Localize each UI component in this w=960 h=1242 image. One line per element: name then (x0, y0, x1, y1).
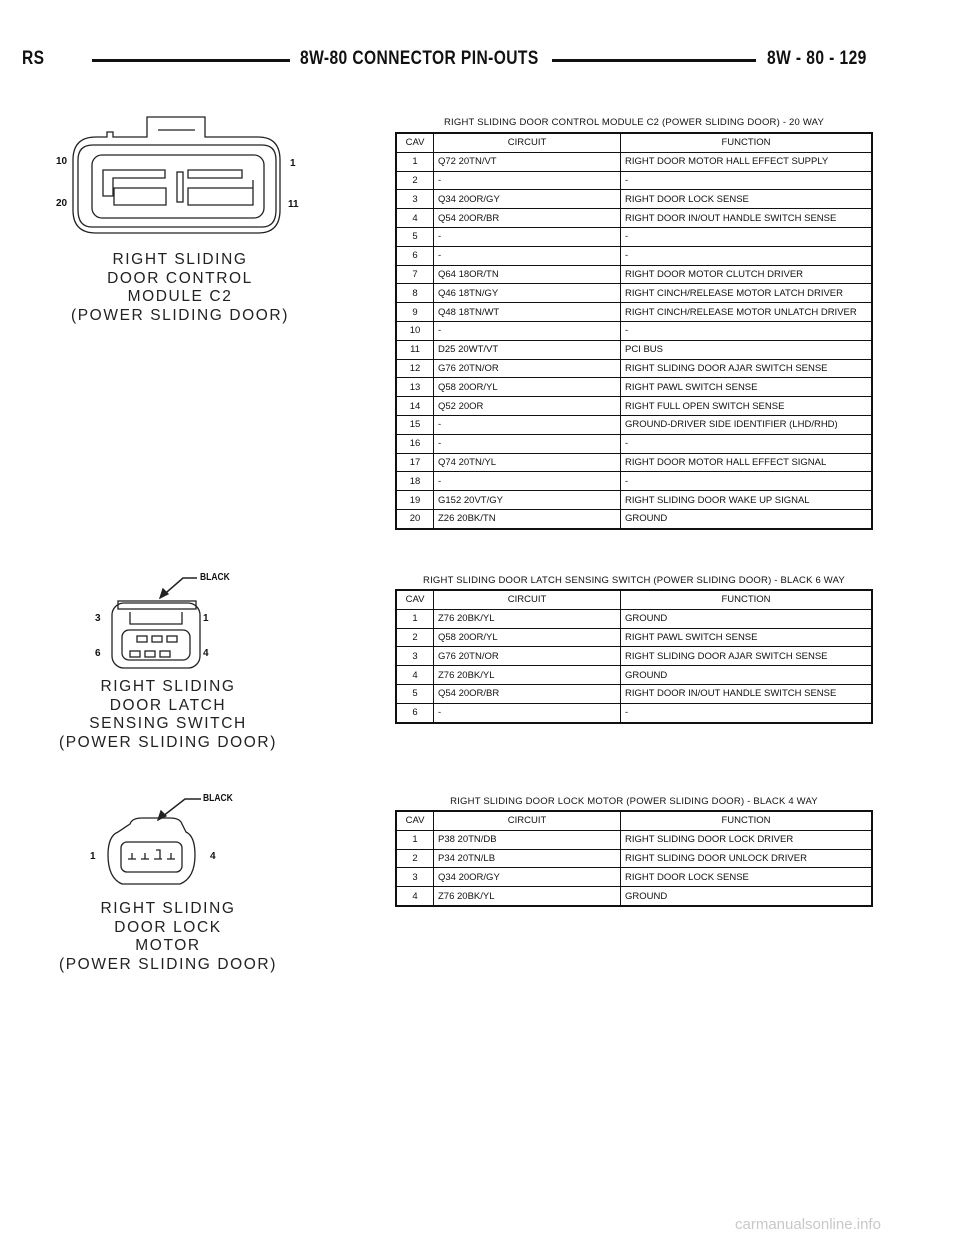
page-title: 8W-80 CONNECTOR PIN-OUTS (300, 48, 539, 69)
cavity-cell: 13 (396, 378, 434, 397)
circuit-cell: - (434, 415, 621, 434)
column-header-cav: CAV (396, 811, 434, 830)
circuit-cell: - (434, 703, 621, 722)
table-row (396, 472, 872, 491)
caption-line: DOOR CONTROL (107, 269, 253, 287)
table-row (396, 849, 872, 868)
function-cell: RIGHT DOOR MOTOR HALL EFFECT SIGNAL (621, 453, 873, 472)
circuit-cell: Q54 20OR/BR (434, 209, 621, 228)
circuit-cell: Q34 20OR/GY (434, 868, 621, 887)
cavity-cell: 2 (396, 849, 434, 868)
cavity-cell: 3 (396, 190, 434, 209)
table-row (396, 868, 872, 887)
cavity-cell: 19 (396, 491, 434, 510)
cavity-cell: 3 (396, 868, 434, 887)
page-number: 8W - 80 - 129 (767, 48, 867, 69)
pin-label: 11 (288, 199, 299, 210)
table-row (396, 246, 872, 265)
cavity-cell: 4 (396, 666, 434, 685)
circuit-cell: Q64 18OR/TN (434, 265, 621, 284)
circuit-cell: Z76 20BK/YL (434, 887, 621, 906)
circuit-cell: G152 20VT/GY (434, 491, 621, 510)
circuit-cell: P38 20TN/DB (434, 830, 621, 849)
pin-label: 6 (95, 648, 101, 659)
table-title: RIGHT SLIDING DOOR LATCH SENSING SWITCH (POWER SLIDING DOOR) - BLACK 6 WAY (423, 575, 845, 586)
caption-line: (POWER SLIDING DOOR) (70, 306, 289, 324)
cavity-cell: 2 (396, 171, 434, 190)
circuit-cell: D25 20WT/VT (434, 340, 621, 359)
table-row (396, 647, 872, 666)
circuit-cell: Q46 18TN/GY (434, 284, 621, 303)
pin-label: 1 (203, 613, 209, 624)
pinout-table-lock-motor (395, 810, 873, 907)
circuit-cell: Q48 18TN/WT (434, 303, 621, 322)
cavity-cell: 6 (396, 246, 434, 265)
function-cell: RIGHT FULL OPEN SWITCH SENSE (621, 397, 873, 416)
column-header-cav: CAV (396, 590, 434, 609)
connector-c2-drawing (73, 117, 280, 233)
function-cell: RIGHT DOOR IN/OUT HANDLE SWITCH SENSE (621, 684, 873, 703)
table-row (396, 434, 872, 453)
table-row (396, 491, 872, 510)
function-cell: - (621, 227, 873, 246)
circuit-cell: Q74 20TN/YL (434, 453, 621, 472)
connector-caption (28, 678, 308, 752)
caption-line: MOTOR (135, 937, 201, 954)
cavity-cell: 16 (396, 434, 434, 453)
cavity-cell: 9 (396, 303, 434, 322)
function-cell: RIGHT DOOR LOCK SENSE (621, 868, 873, 887)
function-cell: GROUND-DRIVER SIDE IDENTIFIER (LHD/RHD) (621, 415, 873, 434)
table-title: RIGHT SLIDING DOOR LOCK MOTOR (POWER SLIDING DOOR) - BLACK 4 WAY (450, 796, 818, 807)
pin-label: 4 (210, 851, 216, 862)
function-cell: GROUND (621, 666, 873, 685)
cavity-cell: 5 (396, 227, 434, 246)
column-header-cav: CAV (396, 133, 434, 152)
cavity-cell: 4 (396, 209, 434, 228)
column-header-circuit: CIRCUIT (434, 590, 621, 609)
function-cell: RIGHT CINCH/RELEASE MOTOR LATCH DRIVER (621, 284, 873, 303)
table-header-row (396, 133, 872, 152)
function-cell: PCI BUS (621, 340, 873, 359)
function-cell: GROUND (621, 609, 873, 628)
pin-label: 3 (95, 613, 101, 624)
cavity-cell: 2 (396, 628, 434, 647)
table-header-row (396, 811, 872, 830)
cavity-cell: 8 (396, 284, 434, 303)
table-row (396, 171, 872, 190)
section-code: RS (22, 48, 45, 69)
table-row (396, 359, 872, 378)
cavity-cell: 10 (396, 321, 434, 340)
circuit-cell: P34 20TN/LB (434, 849, 621, 868)
function-cell: - (621, 171, 873, 190)
caption-line: SENSING SWITCH (89, 715, 247, 732)
function-cell: RIGHT SLIDING DOOR UNLOCK DRIVER (621, 849, 873, 868)
table-row (396, 190, 872, 209)
latch-switch-drawing (112, 578, 200, 668)
caption-line: RIGHT SLIDING (100, 678, 236, 695)
function-cell: RIGHT DOOR MOTOR CLUTCH DRIVER (621, 265, 873, 284)
function-cell: RIGHT SLIDING DOOR AJAR SWITCH SENSE (621, 647, 873, 666)
caption-line: (POWER SLIDING DOOR) (58, 955, 277, 973)
function-cell: RIGHT SLIDING DOOR AJAR SWITCH SENSE (621, 359, 873, 378)
connector-caption (28, 900, 308, 974)
circuit-cell: Q54 20OR/BR (434, 684, 621, 703)
circuit-cell: - (434, 246, 621, 265)
pin-label: 10 (56, 156, 68, 167)
table-row (396, 703, 872, 722)
table-row (396, 887, 872, 906)
column-header-function: FUNCTION (621, 811, 873, 830)
caption-line: DOOR LOCK (114, 918, 222, 936)
circuit-cell: - (434, 171, 621, 190)
function-cell: RIGHT PAWL SWITCH SENSE (621, 628, 873, 647)
cavity-cell: 18 (396, 472, 434, 491)
table-row (396, 453, 872, 472)
caption-line: MODULE C2 (127, 288, 233, 305)
table-row (396, 666, 872, 685)
table-row (396, 209, 872, 228)
function-cell: - (621, 434, 873, 453)
connector-caption (40, 251, 320, 325)
table-row (396, 340, 872, 359)
cavity-cell: 4 (396, 887, 434, 906)
circuit-cell: Q58 20OR/YL (434, 628, 621, 647)
pin-label: 1 (90, 851, 96, 862)
circuit-cell: Z76 20BK/YL (434, 666, 621, 685)
circuit-cell: - (434, 434, 621, 453)
cavity-cell: 11 (396, 340, 434, 359)
column-header-function: FUNCTION (621, 590, 873, 609)
function-cell: GROUND (621, 887, 873, 906)
function-cell: RIGHT SLIDING DOOR WAKE UP SIGNAL (621, 491, 873, 510)
table-row (396, 509, 872, 528)
cavity-cell: 1 (396, 152, 434, 171)
circuit-cell: - (434, 472, 621, 491)
table-header-row (396, 590, 872, 609)
caption-line: RIGHT SLIDING (100, 900, 236, 917)
table-row (396, 152, 872, 171)
table-row (396, 397, 872, 416)
circuit-cell: Q58 20OR/YL (434, 378, 621, 397)
cavity-cell: 12 (396, 359, 434, 378)
circuit-cell: Q72 20TN/VT (434, 152, 621, 171)
function-cell: RIGHT SLIDING DOOR LOCK DRIVER (621, 830, 873, 849)
pin-label: 4 (203, 648, 209, 659)
caption-line: (POWER SLIDING DOOR) (58, 733, 277, 751)
function-cell: GROUND (621, 509, 873, 528)
cavity-cell: 20 (396, 509, 434, 528)
circuit-cell: - (434, 227, 621, 246)
lock-motor-drawing (108, 799, 201, 884)
function-cell: RIGHT CINCH/RELEASE MOTOR UNLATCH DRIVER (621, 303, 873, 322)
color-label: BLACK (200, 572, 230, 583)
table-row (396, 378, 872, 397)
cavity-cell: 1 (396, 830, 434, 849)
function-cell: RIGHT DOOR IN/OUT HANDLE SWITCH SENSE (621, 209, 873, 228)
table-row (396, 415, 872, 434)
caption-line: RIGHT SLIDING (112, 251, 248, 268)
circuit-cell: Z76 20BK/YL (434, 609, 621, 628)
cavity-cell: 14 (396, 397, 434, 416)
cavity-cell: 1 (396, 609, 434, 628)
table-row (396, 303, 872, 322)
circuit-cell: Q52 20OR (434, 397, 621, 416)
pin-label: 1 (290, 158, 296, 169)
column-header-circuit: CIRCUIT (434, 811, 621, 830)
column-header-function: FUNCTION (621, 133, 873, 152)
table-row (396, 265, 872, 284)
table-row (396, 830, 872, 849)
circuit-cell: Q34 20OR/GY (434, 190, 621, 209)
circuit-cell: Z26 20BK/TN (434, 509, 621, 528)
caption-line: DOOR LATCH (109, 696, 227, 714)
cavity-cell: 3 (396, 647, 434, 666)
watermark: carmanualsonline.info (735, 1216, 881, 1233)
pinout-table-latch-switch (395, 589, 873, 724)
table-row (396, 284, 872, 303)
circuit-cell: G76 20TN/OR (434, 647, 621, 666)
cavity-cell: 15 (396, 415, 434, 434)
cavity-cell: 7 (396, 265, 434, 284)
column-header-circuit: CIRCUIT (434, 133, 621, 152)
function-cell: RIGHT DOOR MOTOR HALL EFFECT SUPPLY (621, 152, 873, 171)
table-title: RIGHT SLIDING DOOR CONTROL MODULE C2 (POWER SLIDING DOOR) - 20 WAY (443, 117, 825, 128)
function-cell: - (621, 472, 873, 491)
function-cell: RIGHT DOOR LOCK SENSE (621, 190, 873, 209)
function-cell: - (621, 703, 873, 722)
cavity-cell: 6 (396, 703, 434, 722)
cavity-cell: 17 (396, 453, 434, 472)
function-cell: RIGHT PAWL SWITCH SENSE (621, 378, 873, 397)
table-row (396, 684, 872, 703)
table-row (396, 227, 872, 246)
table-row (396, 609, 872, 628)
table-row (396, 321, 872, 340)
cavity-cell: 5 (396, 684, 434, 703)
table-row (396, 628, 872, 647)
function-cell: - (621, 246, 873, 265)
color-label: BLACK (203, 793, 233, 804)
pin-label: 20 (56, 198, 68, 209)
circuit-cell: G76 20TN/OR (434, 359, 621, 378)
function-cell: - (621, 321, 873, 340)
circuit-cell: - (434, 321, 621, 340)
pinout-table-c2 (395, 132, 873, 530)
